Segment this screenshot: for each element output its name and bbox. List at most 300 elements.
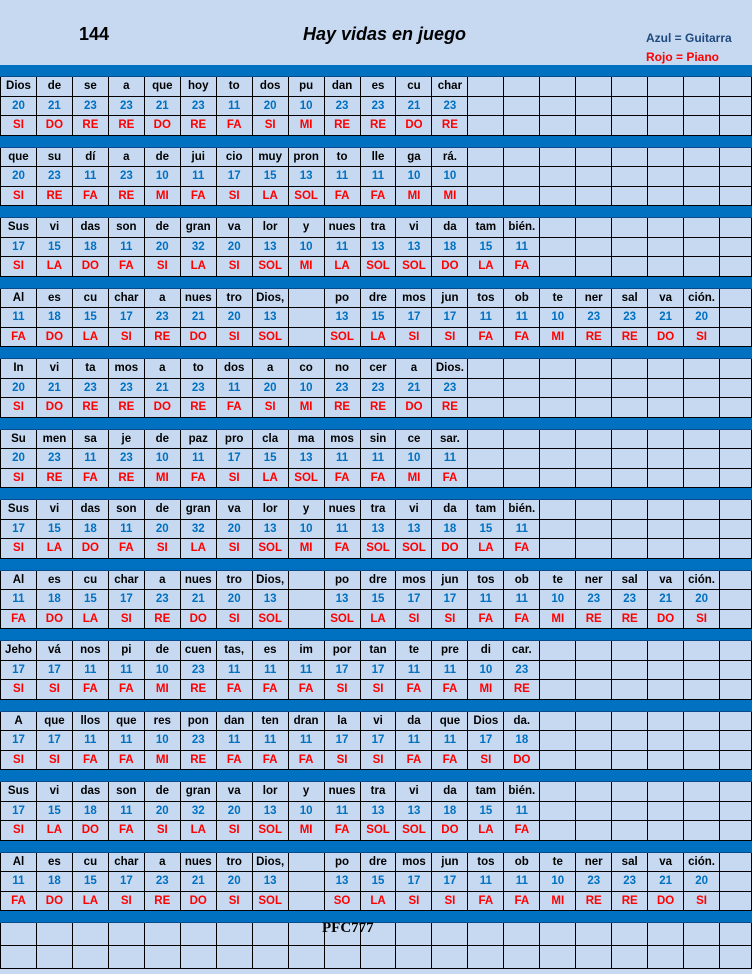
- piano-cell: FA: [181, 469, 217, 489]
- piano-cell: [648, 398, 684, 418]
- guitar-cell: 21: [648, 590, 684, 610]
- piano-cell: FA: [0, 610, 37, 630]
- guitar-cell: 11: [73, 167, 109, 187]
- band-cell: [720, 277, 752, 289]
- band-cell: [540, 418, 576, 430]
- guitar-cell: [576, 167, 612, 187]
- guitar-cell: 11: [253, 661, 289, 681]
- piano-cell: SI: [684, 610, 720, 630]
- syllable-cell: a: [145, 289, 181, 309]
- band-cell: [253, 206, 289, 218]
- piano-cell: [648, 116, 684, 136]
- band-cell: [612, 559, 648, 571]
- empty-cell: [468, 923, 504, 946]
- syllable-cell: char: [109, 571, 145, 591]
- band-cell: [540, 206, 576, 218]
- piano-cell: SI: [468, 751, 504, 771]
- piano-cell: RE: [361, 398, 397, 418]
- syllable-cell: tos: [468, 289, 504, 309]
- piano-row: [0, 187, 752, 207]
- guitar-cell: 13: [253, 238, 289, 258]
- piano-cell: RE: [181, 680, 217, 700]
- guitar-cell: [648, 520, 684, 540]
- piano-cell: RE: [432, 116, 468, 136]
- piano-cell: SI: [145, 821, 181, 841]
- band-cell: [576, 277, 612, 289]
- syllable-cell: bién.: [504, 218, 540, 238]
- guitar-cell: 23: [37, 167, 73, 187]
- band-cell: [325, 770, 361, 782]
- guitar-cell: 23: [576, 308, 612, 328]
- syllable-cell: vi: [37, 218, 73, 238]
- piano-cell: SI: [361, 751, 397, 771]
- piano-cell: FA: [396, 680, 432, 700]
- syllable-cell: es: [37, 853, 73, 873]
- guitar-cell: 20: [145, 520, 181, 540]
- piano-cell: SI: [217, 328, 253, 348]
- guitar-cell: [612, 449, 648, 469]
- band-cell: [684, 700, 720, 712]
- piano-cell: FA: [109, 821, 145, 841]
- syllable-cell: de: [145, 500, 181, 520]
- band-cell: [145, 65, 181, 77]
- syllable-cell: [540, 782, 576, 802]
- band-cell: [181, 841, 217, 853]
- band-cell: [73, 770, 109, 782]
- band-cell: [217, 911, 253, 923]
- band-cell: [325, 629, 361, 641]
- guitar-cell: [612, 167, 648, 187]
- piano-cell: SOL: [325, 610, 361, 630]
- guitar-cell: 18: [37, 872, 73, 892]
- guitar-cell: 15: [361, 308, 397, 328]
- syllable-cell: [540, 77, 576, 97]
- guitar-cell: [720, 97, 752, 117]
- piano-cell: RE: [37, 469, 73, 489]
- guitar-cell: [540, 661, 576, 681]
- piano-cell: [576, 469, 612, 489]
- band-cell: [576, 559, 612, 571]
- guitar-cell: 21: [181, 872, 217, 892]
- band-cell: [576, 65, 612, 77]
- guitar-cell: 18: [432, 802, 468, 822]
- syllable-cell: [648, 77, 684, 97]
- band-cell: [504, 559, 540, 571]
- band-cell: [217, 206, 253, 218]
- syllable-cell: to: [325, 148, 361, 168]
- guitar-cell: 11: [504, 872, 540, 892]
- band-cell: [0, 770, 37, 782]
- band-cell: [109, 65, 145, 77]
- syllable-cell: Sus: [0, 782, 37, 802]
- syllable-cell: [720, 571, 752, 591]
- empty-cell: [37, 946, 73, 969]
- piano-cell: [684, 187, 720, 207]
- guitar-cell: [648, 167, 684, 187]
- syllable-cell: [540, 359, 576, 379]
- syllable-cell: da: [432, 500, 468, 520]
- syllable-cell: que: [432, 712, 468, 732]
- guitar-cell: 13: [361, 520, 397, 540]
- section-band: [0, 629, 752, 641]
- syllable-cell: [720, 641, 752, 661]
- guitar-cell: 13: [396, 802, 432, 822]
- syllable-row: [0, 853, 752, 873]
- band-cell: [145, 488, 181, 500]
- band-cell: [37, 65, 73, 77]
- band-cell: [109, 347, 145, 359]
- piano-cell: FA: [253, 751, 289, 771]
- piano-cell: FA: [325, 187, 361, 207]
- syllable-cell: sin: [361, 430, 397, 450]
- piano-cell: RE: [612, 328, 648, 348]
- guitar-cell: 11: [325, 802, 361, 822]
- syllable-cell: tas,: [217, 641, 253, 661]
- guitar-row: [0, 308, 752, 328]
- piano-cell: [684, 751, 720, 771]
- band-cell: [504, 911, 540, 923]
- guitar-cell: 13: [253, 590, 289, 610]
- syllable-cell: Jeho: [0, 641, 37, 661]
- piano-cell: RE: [145, 892, 181, 912]
- syllable-cell: [684, 77, 720, 97]
- band-cell: [73, 700, 109, 712]
- band-cell: [468, 418, 504, 430]
- band-cell: [648, 206, 684, 218]
- guitar-cell: [540, 731, 576, 751]
- band-cell: [468, 911, 504, 923]
- syllable-cell: dan: [217, 712, 253, 732]
- guitar-cell: 20: [217, 520, 253, 540]
- band-cell: [468, 770, 504, 782]
- guitar-cell: 20: [684, 872, 720, 892]
- empty-cell: [684, 946, 720, 969]
- syllable-cell: lle: [361, 148, 397, 168]
- band-cell: [37, 136, 73, 148]
- syllable-cell: va: [217, 218, 253, 238]
- syllable-cell: nos: [73, 641, 109, 661]
- syllable-cell: tra: [361, 218, 397, 238]
- guitar-cell: 13: [289, 167, 325, 187]
- band-cell: [396, 629, 432, 641]
- syllable-cell: [684, 148, 720, 168]
- band-cell: [468, 347, 504, 359]
- syllable-cell: [720, 77, 752, 97]
- guitar-cell: 32: [181, 802, 217, 822]
- syllable-cell: [720, 430, 752, 450]
- syllable-cell: car.: [504, 641, 540, 661]
- piano-cell: [540, 821, 576, 841]
- band-cell: [468, 206, 504, 218]
- syllable-cell: dos: [253, 77, 289, 97]
- piano-cell: SI: [0, 116, 37, 136]
- syllable-cell: vi: [396, 782, 432, 802]
- piano-cell: SOL: [396, 539, 432, 559]
- piano-cell: [612, 539, 648, 559]
- band-cell: [504, 700, 540, 712]
- band-cell: [289, 559, 325, 571]
- syllable-cell: [289, 853, 325, 873]
- piano-cell: LA: [37, 821, 73, 841]
- band-cell: [0, 277, 37, 289]
- empty-cell: [648, 946, 684, 969]
- band-cell: [612, 629, 648, 641]
- guitar-cell: 20: [684, 308, 720, 328]
- piano-cell: [468, 469, 504, 489]
- syllable-cell: ción.: [684, 289, 720, 309]
- band-cell: [540, 700, 576, 712]
- syllable-cell: [540, 148, 576, 168]
- piano-cell: SI: [145, 257, 181, 277]
- piano-cell: [576, 187, 612, 207]
- band-cell: [73, 277, 109, 289]
- syllable-cell: po: [325, 853, 361, 873]
- piano-cell: DO: [37, 610, 73, 630]
- syllable-cell: [684, 782, 720, 802]
- syllable-cell: de: [145, 218, 181, 238]
- guitar-cell: 23: [612, 308, 648, 328]
- piano-cell: [648, 257, 684, 277]
- syllable-cell: [684, 430, 720, 450]
- piano-cell: RE: [145, 610, 181, 630]
- guitar-cell: [576, 449, 612, 469]
- piano-cell: RE: [504, 680, 540, 700]
- guitar-cell: 23: [504, 661, 540, 681]
- band-cell: [612, 65, 648, 77]
- syllable-cell: [648, 148, 684, 168]
- syllable-cell: [576, 641, 612, 661]
- guitar-cell: 17: [432, 308, 468, 328]
- band-cell: [109, 418, 145, 430]
- piano-cell: FA: [0, 892, 37, 912]
- band-cell: [504, 841, 540, 853]
- syllable-cell: [648, 430, 684, 450]
- band-cell: [0, 206, 37, 218]
- syllable-row: [0, 571, 752, 591]
- syllable-cell: dos: [217, 359, 253, 379]
- empty-cell: [109, 946, 145, 969]
- guitar-cell: 20: [217, 872, 253, 892]
- piano-cell: MI: [289, 257, 325, 277]
- band-cell: [648, 136, 684, 148]
- band-cell: [73, 418, 109, 430]
- guitar-cell: 11: [468, 590, 504, 610]
- syllable-cell: mos: [396, 853, 432, 873]
- piano-cell: LA: [361, 610, 397, 630]
- piano-cell: [648, 539, 684, 559]
- guitar-cell: [648, 97, 684, 117]
- guitar-cell: 11: [325, 520, 361, 540]
- band-cell: [289, 488, 325, 500]
- syllable-cell: [576, 712, 612, 732]
- band-cell: [648, 911, 684, 923]
- syllable-cell: A: [0, 712, 37, 732]
- syllable-cell: no: [325, 359, 361, 379]
- syllable-row: [0, 359, 752, 379]
- guitar-cell: 23: [361, 97, 397, 117]
- band-cell: [37, 488, 73, 500]
- band-cell: [684, 65, 720, 77]
- syllable-cell: pre: [432, 641, 468, 661]
- guitar-cell: 17: [396, 590, 432, 610]
- piano-cell: [540, 539, 576, 559]
- guitar-cell: 11: [0, 590, 37, 610]
- guitar-cell: [720, 379, 752, 399]
- syllable-row: [0, 641, 752, 661]
- band-cell: [361, 629, 397, 641]
- syllable-cell: va: [217, 500, 253, 520]
- band-cell: [684, 488, 720, 500]
- band-cell: [576, 629, 612, 641]
- syllable-cell: ob: [504, 289, 540, 309]
- syllable-cell: Al: [0, 571, 37, 591]
- band-cell: [432, 277, 468, 289]
- piano-cell: FA: [73, 469, 109, 489]
- band-cell: [109, 559, 145, 571]
- piano-cell: DO: [37, 892, 73, 912]
- band-cell: [720, 418, 752, 430]
- piano-cell: LA: [73, 610, 109, 630]
- piano-cell: SI: [432, 892, 468, 912]
- piano-cell: DO: [432, 539, 468, 559]
- empty-cell: [612, 923, 648, 946]
- syllable-cell: y: [289, 782, 325, 802]
- band-cell: [576, 911, 612, 923]
- guitar-cell: 23: [576, 872, 612, 892]
- empty-cell: [504, 946, 540, 969]
- piano-cell: [720, 116, 752, 136]
- syllable-cell: jun: [432, 289, 468, 309]
- band-cell: [73, 136, 109, 148]
- piano-cell: [289, 328, 325, 348]
- piano-cell: [648, 751, 684, 771]
- piano-cell: SI: [145, 539, 181, 559]
- guitar-row: [0, 731, 752, 751]
- syllable-cell: jun: [432, 853, 468, 873]
- empty-cell: [612, 946, 648, 969]
- syllable-row: [0, 712, 752, 732]
- band-cell: [0, 347, 37, 359]
- band-cell: [253, 488, 289, 500]
- guitar-cell: 17: [325, 731, 361, 751]
- guitar-cell: 10: [396, 449, 432, 469]
- piano-cell: FA: [73, 751, 109, 771]
- piano-cell: RE: [361, 116, 397, 136]
- piano-cell: FA: [504, 257, 540, 277]
- guitar-cell: 18: [432, 520, 468, 540]
- piano-cell: [684, 257, 720, 277]
- band-cell: [37, 841, 73, 853]
- band-cell: [361, 559, 397, 571]
- syllable-cell: Dios,: [253, 571, 289, 591]
- band-cell: [432, 841, 468, 853]
- guitar-cell: 20: [0, 97, 37, 117]
- band-cell: [540, 770, 576, 782]
- syllable-cell: nues: [325, 218, 361, 238]
- syllable-cell: [576, 782, 612, 802]
- guitar-cell: [576, 238, 612, 258]
- syllable-cell: va: [648, 289, 684, 309]
- syllable-cell: di: [468, 641, 504, 661]
- band-cell: [73, 841, 109, 853]
- syllable-cell: [612, 148, 648, 168]
- piano-cell: SI: [217, 187, 253, 207]
- syllable-cell: [540, 712, 576, 732]
- section-band: [0, 277, 752, 289]
- band-cell: [684, 911, 720, 923]
- guitar-cell: [684, 379, 720, 399]
- band-cell: [540, 277, 576, 289]
- syllable-cell: [684, 641, 720, 661]
- piano-cell: [684, 539, 720, 559]
- piano-cell: MI: [540, 328, 576, 348]
- guitar-cell: 20: [253, 97, 289, 117]
- syllable-cell: que: [0, 148, 37, 168]
- piano-cell: RE: [73, 398, 109, 418]
- piano-cell: SI: [217, 821, 253, 841]
- piano-cell: DO: [37, 116, 73, 136]
- piano-cell: LA: [468, 257, 504, 277]
- guitar-cell: 17: [37, 731, 73, 751]
- band-cell: [181, 629, 217, 641]
- guitar-cell: 23: [325, 97, 361, 117]
- band-cell: [289, 911, 325, 923]
- band-cell: [325, 700, 361, 712]
- syllable-cell: Dios: [0, 77, 37, 97]
- band-cell: [181, 488, 217, 500]
- guitar-cell: 32: [181, 238, 217, 258]
- band-cell: [325, 488, 361, 500]
- syllable-cell: pron: [289, 148, 325, 168]
- piano-cell: SI: [325, 680, 361, 700]
- syllable-cell: ob: [504, 853, 540, 873]
- piano-cell: RE: [576, 892, 612, 912]
- guitar-cell: 11: [325, 238, 361, 258]
- syllable-cell: es: [361, 77, 397, 97]
- guitar-cell: 11: [396, 731, 432, 751]
- guitar-cell: [504, 97, 540, 117]
- piano-cell: [504, 187, 540, 207]
- syllable-cell: mos: [325, 430, 361, 450]
- piano-cell: SI: [0, 751, 37, 771]
- guitar-cell: [684, 238, 720, 258]
- band-cell: [145, 136, 181, 148]
- piano-cell: [612, 680, 648, 700]
- band-cell: [504, 277, 540, 289]
- piano-cell: RE: [325, 116, 361, 136]
- piano-cell: RE: [612, 610, 648, 630]
- piano-cell: FA: [504, 821, 540, 841]
- band-cell: [504, 770, 540, 782]
- syllable-cell: por: [325, 641, 361, 661]
- page-header: [0, 0, 752, 64]
- piano-cell: SOL: [396, 821, 432, 841]
- syllable-cell: je: [109, 430, 145, 450]
- guitar-cell: [648, 379, 684, 399]
- empty-cell: [720, 923, 752, 946]
- piano-cell: LA: [468, 539, 504, 559]
- guitar-cell: [289, 872, 325, 892]
- band-cell: [289, 770, 325, 782]
- band-cell: [217, 136, 253, 148]
- piano-cell: SI: [217, 257, 253, 277]
- empty-cell: [73, 923, 109, 946]
- guitar-cell: 17: [109, 590, 145, 610]
- piano-row: [0, 398, 752, 418]
- syllable-cell: dre: [361, 289, 397, 309]
- band-cell: [468, 136, 504, 148]
- syllable-cell: de: [145, 430, 181, 450]
